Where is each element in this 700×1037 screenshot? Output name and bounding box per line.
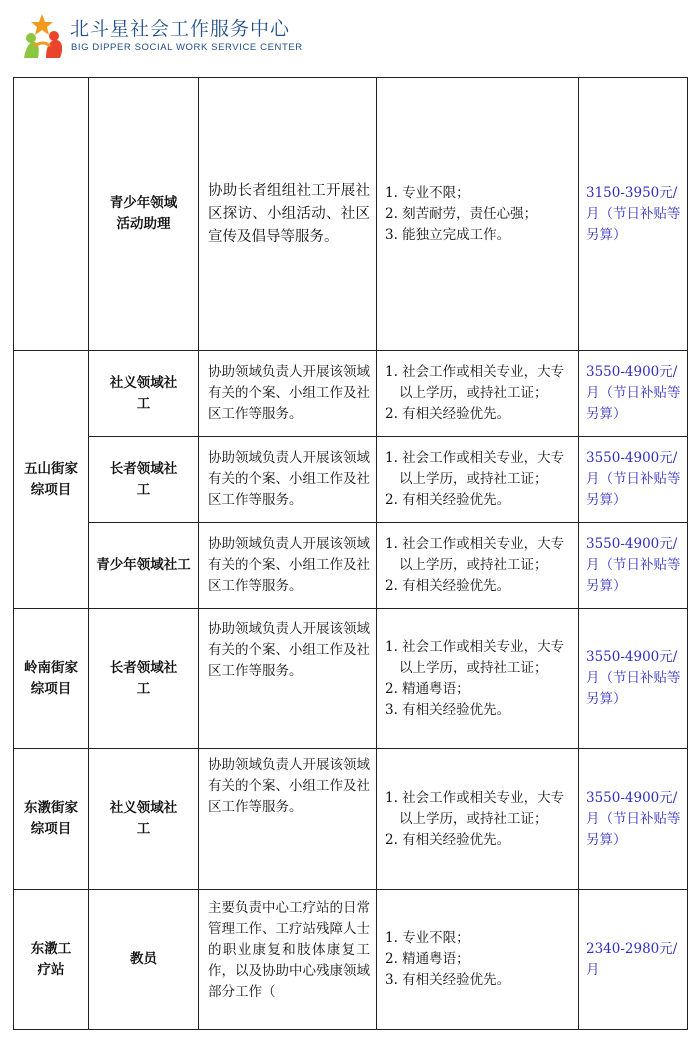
requirement-item: 1. 社会工作或相关专业，大专以上学历，或持社工证； [385,638,565,676]
job-positions-table [13,77,688,1030]
salary-cell: 3150-3950元/月（节日补贴等另算） [579,78,688,351]
requirements-cell [377,890,579,1030]
requirements-list [377,788,578,851]
requirements-list [377,362,578,425]
requirement-item: 1. 社会工作或相关专业，大专以上学历，或持社工证； [385,450,565,487]
salary-cell: 3550-4900元/月（节日补贴等另算） [579,749,688,890]
requirement-item: 1. 专业不限； [385,184,470,201]
requirements-list [377,448,578,511]
requirements-cell [377,609,579,749]
salary-cell: 3550-4900元/月（节日补贴等另算） [579,437,688,523]
requirement-item: 2. 有相关经验优先。 [385,578,511,594]
requirement-item: 3. 有相关经验优先。 [385,972,511,988]
requirement-item: 3. 有相关经验优先。 [385,701,511,718]
requirements-cell [377,523,579,609]
requirement-item: 3. 能独立完成工作。 [385,226,511,243]
position-cell: 社义领域社工 [89,351,199,437]
requirement-item: 1. 社会工作或相关专业，大专以上学历，或持社工证； [385,364,565,401]
project-cell [14,78,89,351]
duties-cell: 协助领域负责人开展该领域有关的个案、小组工作及社区工作等服务。 [199,749,377,890]
position-cell: 教员 [89,890,199,1030]
requirements-list [377,534,578,597]
requirements-list [377,928,578,991]
requirements-cell [377,749,579,890]
duties-cell: 协助领域负责人开展该领域有关的个案、小组工作及社区工作等服务。 [199,523,377,609]
salary-cell: 2340-2980元/月 [579,890,688,1030]
position-cell: 青少年领域社工 [89,523,199,609]
table-row [14,890,688,1030]
duties-cell: 协助领域负责人开展该领域有关的个案、小组工作及社区工作等服务。 [199,609,377,749]
requirement-item: 2. 有相关经验优先。 [385,492,511,508]
requirements-list [377,637,578,721]
requirement-item: 2. 有相关经验优先。 [385,406,511,422]
requirement-item: 1. 专业不限； [385,930,470,946]
page-header [18,8,618,60]
table-row [14,749,688,890]
salary-cell: 3550-4900元/月（节日补贴等另算） [579,351,688,437]
requirements-cell [377,351,579,437]
table-row [14,78,688,351]
org-name-en: BIG DIPPER SOCIAL WORK SERVICE CENTER [71,42,303,53]
duties-cell: 协助领域负责人开展该领域有关的个案、小组工作及社区工作等服务。 [199,437,377,523]
position-cell: 青少年领域活动助理 [89,78,199,351]
big-dipper-logo-icon [18,12,66,60]
requirement-item: 2. 精通粤语； [385,680,470,697]
position-cell: 社义领域社工 [89,749,199,890]
project-cell: 五山街家综项目 [14,351,89,609]
project-cell: 岭南街家综项目 [14,609,89,749]
project-cell: 东漖工疗站 [14,890,89,1030]
requirements-cell [377,437,579,523]
table-row [14,437,688,523]
duties-cell: 协助领域负责人开展该领域有关的个案、小组工作及社区工作等服务。 [199,351,377,437]
requirements-list [377,183,578,246]
table-row [14,523,688,609]
salary-cell: 3550-4900元/月（节日补贴等另算） [579,609,688,749]
position-cell: 长者领域社工 [89,437,199,523]
duties-cell: 协助长者组组社工开展社区探访、小组活动、社区宣传及倡导等服务。 [199,78,377,351]
requirements-cell [377,78,579,351]
table-row [14,351,688,437]
position-cell: 长者领域社工 [89,609,199,749]
requirement-item: 1. 社会工作或相关专业，大专以上学历，或持社工证； [385,789,565,827]
org-name-cn: 北斗星社会工作服务中心 [70,18,291,40]
requirement-item: 2. 刻苦耐劳，责任心强； [385,205,538,222]
salary-cell: 3550-4900元/月（节日补贴等另算） [579,523,688,609]
requirement-item: 1. 社会工作或相关专业，大专以上学历，或持社工证； [385,536,565,573]
requirement-item: 2. 有相关经验优先。 [385,831,511,848]
table-row [14,609,688,749]
requirement-item: 2. 精通粤语； [385,951,470,967]
project-cell: 东漖街家综项目 [14,749,89,890]
duties-cell: 主要负责中心工疗站的日常管理工作、工疗站残障人士的职业康复和肢体康复工作，以及协助中心残康领域部分工作（ [199,890,377,1030]
